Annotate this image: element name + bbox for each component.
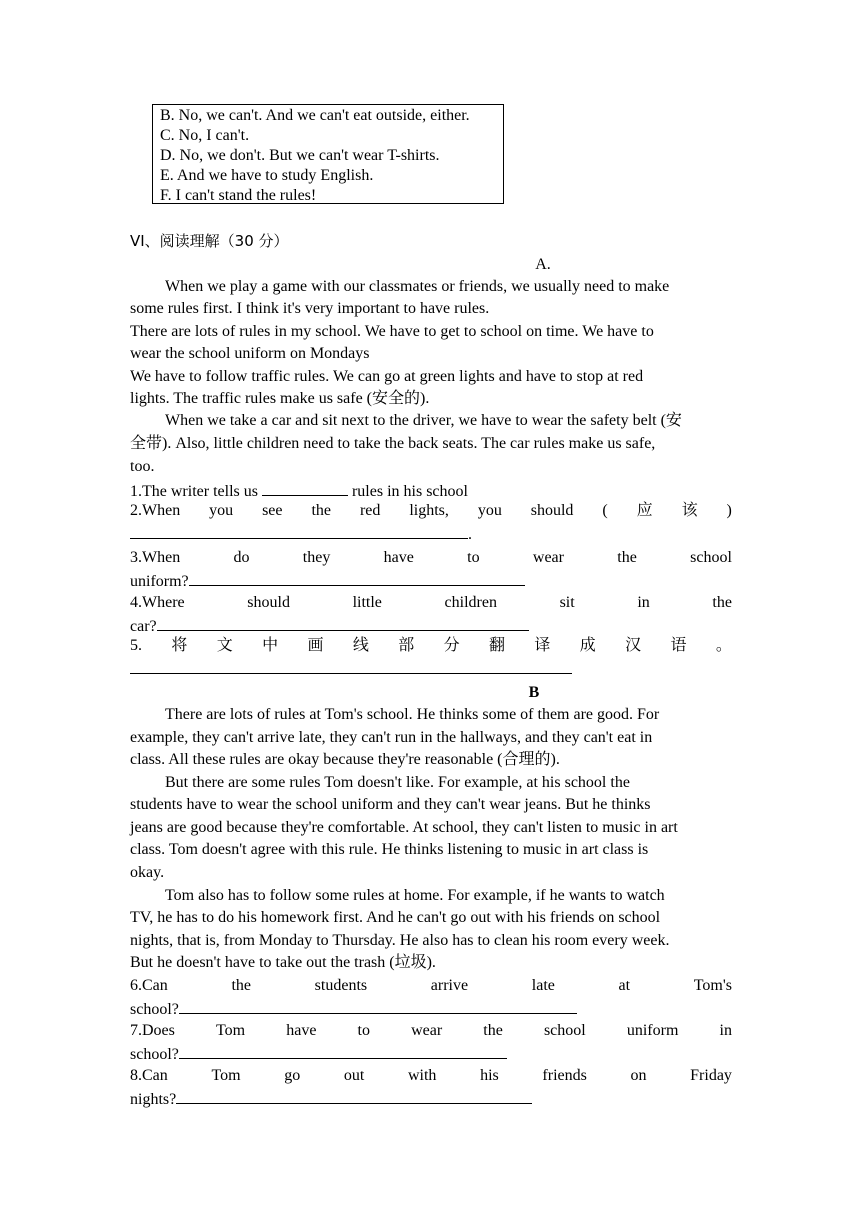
question-word: Friday [690,1067,732,1084]
period: . [468,526,472,543]
question-word: the [712,594,732,611]
question-word: they [302,549,331,566]
question-8 [130,1065,732,1087]
question-word: 画 [307,637,324,654]
answer-blank[interactable] [176,1087,532,1104]
question-5-answer-line [130,657,732,681]
question-word: 成 [579,637,596,654]
question-word: ( [602,502,608,519]
answer-blank[interactable] [179,997,577,1014]
question-word: 将 [171,637,188,654]
question-6-text-end: school? [130,1001,179,1018]
question-word: 语 [670,637,687,654]
passage-b-line: class. All these rules are okay because they're reasonable (合理的). [130,751,560,768]
question-word: should [530,502,574,519]
question-word: at [618,977,631,994]
passage-b-line: students have to wear the school uniform and they can't wear jeans. But he thinks [130,796,651,813]
question-word: late [531,977,555,994]
passage-a-line: some rules first. I think it's very important to have rules. [130,300,490,317]
question-word: 译 [534,637,551,654]
passage-a-line: 全带). Also, little children need to take the back seats. The car rules make us safe, [130,435,656,452]
question-7-answer-line [130,1042,732,1066]
question-7-text-end: school? [130,1046,179,1063]
answer-blank[interactable] [179,1042,507,1059]
option-d: D. No, we don't. But we can't wear T-shirts. [160,147,440,164]
passage-a-line: wear the school uniform on Mondays [130,345,370,362]
question-2 [130,500,732,522]
passage-b-line: jeans are good because they're comfortable. At school, they can't listen to music in art [130,819,678,836]
question-6 [130,975,732,997]
passage-b-line: example, they can't arrive late, they can't run in the hallways, and they can't eat in [130,729,653,746]
question-word: go [284,1067,301,1084]
question-word: do [233,549,250,566]
question-word: students [314,977,368,994]
question-word: the [617,549,637,566]
answer-blank[interactable] [157,614,529,631]
question-word: 8.Can [130,1067,168,1084]
question-word: 汉 [625,637,642,654]
question-8-answer-line [130,1087,732,1111]
question-word: 分 [443,637,460,654]
answer-blank[interactable] [262,479,348,496]
question-5 [130,635,732,657]
question-word: ) [726,502,732,519]
question-word: arrive [430,977,469,994]
question-word: should [247,594,290,611]
question-6-answer-line [130,997,732,1021]
question-word: 部 [398,637,415,654]
passage-a-label: A. [535,256,551,273]
passage-b-line: But he doesn't have to take out the trash (垃圾). [130,954,436,971]
question-word: 4.Where [130,594,185,611]
question-word: 文 [216,637,233,654]
question-word: in [719,1022,732,1039]
passage-a-line [130,276,732,298]
section-title: VI、阅读理解（30 分） [130,232,289,250]
question-word: out [343,1067,365,1084]
question-4 [130,592,732,614]
question-word: wear [411,1022,443,1039]
answer-blank[interactable] [189,569,525,586]
question-word: Tom [211,1067,241,1084]
question-word: school [543,1022,586,1039]
passage-b-label: B [528,684,540,701]
question-word: Tom's [693,977,732,994]
question-3 [130,547,732,569]
passage-b-line: There are lots of rules at Tom's school. He thinks some of them are good. For [165,706,660,723]
question-word: 线 [352,637,369,654]
question-word: 应 [636,502,653,519]
passage-a-text: When we play a game with our classmates or friends, we usually need to make [165,278,670,295]
question-word: 5. [130,637,142,654]
question-3-answer-line [130,569,732,593]
passage-b-line: TV, he has to do his homework first. And he can't go out with his friends on school [130,909,661,926]
passage-b-line: But there are some rules Tom doesn't like. For example, at his school the [165,774,630,791]
option-c: C. No, I can't. [160,127,250,144]
question-word: in [637,594,650,611]
question-word: 翻 [488,637,505,654]
question-word: uniform [626,1022,679,1039]
question-1-text-end: rules in his school [351,483,468,500]
question-word: 7.Does [130,1022,175,1039]
question-7 [130,1020,732,1042]
question-word: wear [532,549,564,566]
question-word: red [359,502,381,519]
question-8-text-end: nights? [130,1091,177,1108]
question-word: his [480,1067,499,1084]
question-word: 3.When [130,549,181,566]
question-word: with [407,1067,437,1084]
question-word: to [467,549,480,566]
question-word: the [231,977,251,994]
option-b: B. No, we can't. And we can't eat outside, either. [160,107,470,124]
passage-a-line: lights. The traffic rules make us safe (安全的). [130,390,430,407]
passage-a-line: too. [130,458,155,475]
question-3-text-end: uniform? [130,573,189,590]
answer-blank[interactable] [130,657,572,674]
question-word: 中 [262,637,279,654]
question-word: have [286,1022,317,1039]
passage-a-line: When we take a car and sit next to the driver, we have to wear the safety belt (安 [165,412,682,429]
question-word: 2.When [130,502,181,519]
question-word: see [262,502,283,519]
question-4-text-end: car? [130,618,157,635]
passage-a-line: We have to follow traffic rules. We can go at green lights and have to stop at red [130,368,644,385]
passage-b-line: Tom also has to follow some rules at home. For example, if he wants to watch [165,887,665,904]
passage-b-line: okay. [130,864,165,881]
question-word: you [209,502,234,519]
question-1-text: 1.The writer tells us [130,483,258,500]
answer-blank[interactable] [130,522,468,539]
answer-options-box [152,104,504,204]
passage-a-line: There are lots of rules in my school. We have to get to school on time. We have to [130,323,654,340]
question-word: 该 [681,502,698,519]
question-word: friends [542,1067,587,1084]
question-2-answer-line [130,522,732,546]
question-word: 6.Can [130,977,168,994]
question-word: 。 [715,637,732,654]
question-word: the [311,502,331,519]
question-word: children [444,594,497,611]
question-word: sit [559,594,575,611]
passage-b-line: nights, that is, from Monday to Thursday. He also has to clean his room every week. [130,932,670,949]
question-word: little [352,594,382,611]
question-word: Tom [216,1022,246,1039]
option-e: E. And we have to study English. [160,167,374,184]
option-f: F. I can't stand the rules! [160,187,317,204]
passage-b-line: class. Tom doesn't agree with this rule. He thinks listening to music in art class is [130,841,649,858]
question-word: have [383,549,414,566]
question-word: the [483,1022,503,1039]
question-word: lights, [409,502,449,519]
question-word: school [690,549,732,566]
question-word: to [357,1022,370,1039]
question-word: you [477,502,502,519]
question-word: on [630,1067,647,1084]
